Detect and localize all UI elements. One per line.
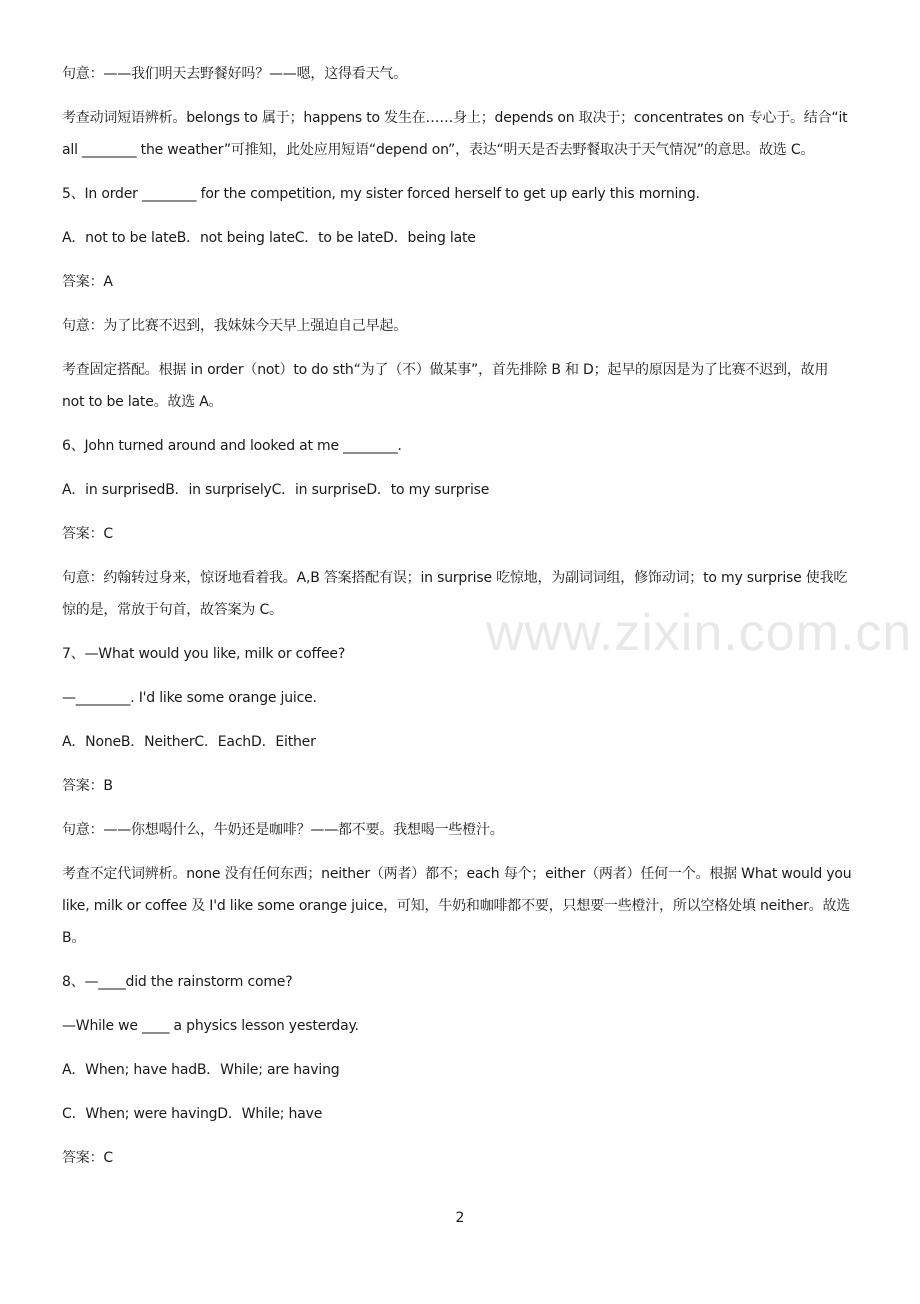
question-5: 5、In order ________ for the competition, my sister forced herself to get up early this morning. [62,186,700,202]
options-q6: A．in surprisedB．in surpriselyC．in surpriseD．to my surprise [62,482,490,498]
paragraph-analysis-q7: 考查不定代词辨析。none 没有任何东西；neither（两者）都不；each 每个；either（两者）任何一个。根据 What would you like, milk or coffee 及 I'd like some orange juice，可知，牛奶和咖啡都不要，只想要一些橙汁，所以空格处填 neither。故选 B。 [62,866,856,946]
watermark: www.zixin.com.cn [486,604,913,662]
question-8-line-1: 8、—____did the rainstorm come? [62,974,293,990]
answer-q5: 答案：A [62,274,113,290]
paragraph-analysis-q6: 句意：约翰转过身来，惊讶地看着我。A,B 答案搭配有误；in surprise 吃惊地，为副词词组，修饰动词；to my surprise 使我吃惊的是，常放于句首，故答案为 C。 [62,570,848,618]
question-7-line-2: —________. I'd like some orange juice. [62,690,317,706]
paragraph-analysis-q5: 考查固定搭配。根据 in order（not）to do sth“为了（不）做某事”，首先排除 B 和 D；起早的原因是为了比赛不迟到，故用 not to be late。故选 A。 [62,362,833,410]
options-q8-line-1: A．When; have hadB．While; are having [62,1062,340,1078]
paragraph-translation-q5: 句意：为了比赛不迟到，我妹妹今天早上强迫自己早起。 [62,318,407,334]
paragraph-translation-q4: 句意：——我们明天去野餐好吗？——嗯，这得看天气。 [62,66,407,82]
page-number: 2 [455,1210,465,1226]
question-6: 6、John turned around and looked at me ________． [62,438,412,454]
paragraph-analysis-q4: 考查动词短语辨析。belongs to 属于；happens to 发生在……身上；depends on 取决于；concentrates on 专心于。结合“it all ________ the weather”可推知，此处应用短语“depend on”，表达“明天是否去野餐取决于天气情况”的意思。故选 C。 [62,110,852,158]
answer-q7: 答案：B [62,778,113,794]
options-q5: A．not to be lateB．not being lateC．to be lateD．being late [62,230,476,246]
options-q7: A．NoneB．NeitherC．EachD．Either [62,734,316,750]
options-q8-line-2: C．When; were havingD．While; have [62,1106,323,1122]
answer-q6: 答案：C [62,526,113,542]
answer-q8: 答案：C [62,1150,113,1166]
question-7-line-1: 7、—What would you like, milk or coffee? [62,646,346,662]
question-8-line-2: —While we ____ a physics lesson yesterday. [62,1018,359,1034]
document-body [62,58,856,1186]
paragraph-translation-q7: 句意：——你想喝什么，牛奶还是咖啡？——都不要。我想喝一些橙汁。 [62,822,504,838]
